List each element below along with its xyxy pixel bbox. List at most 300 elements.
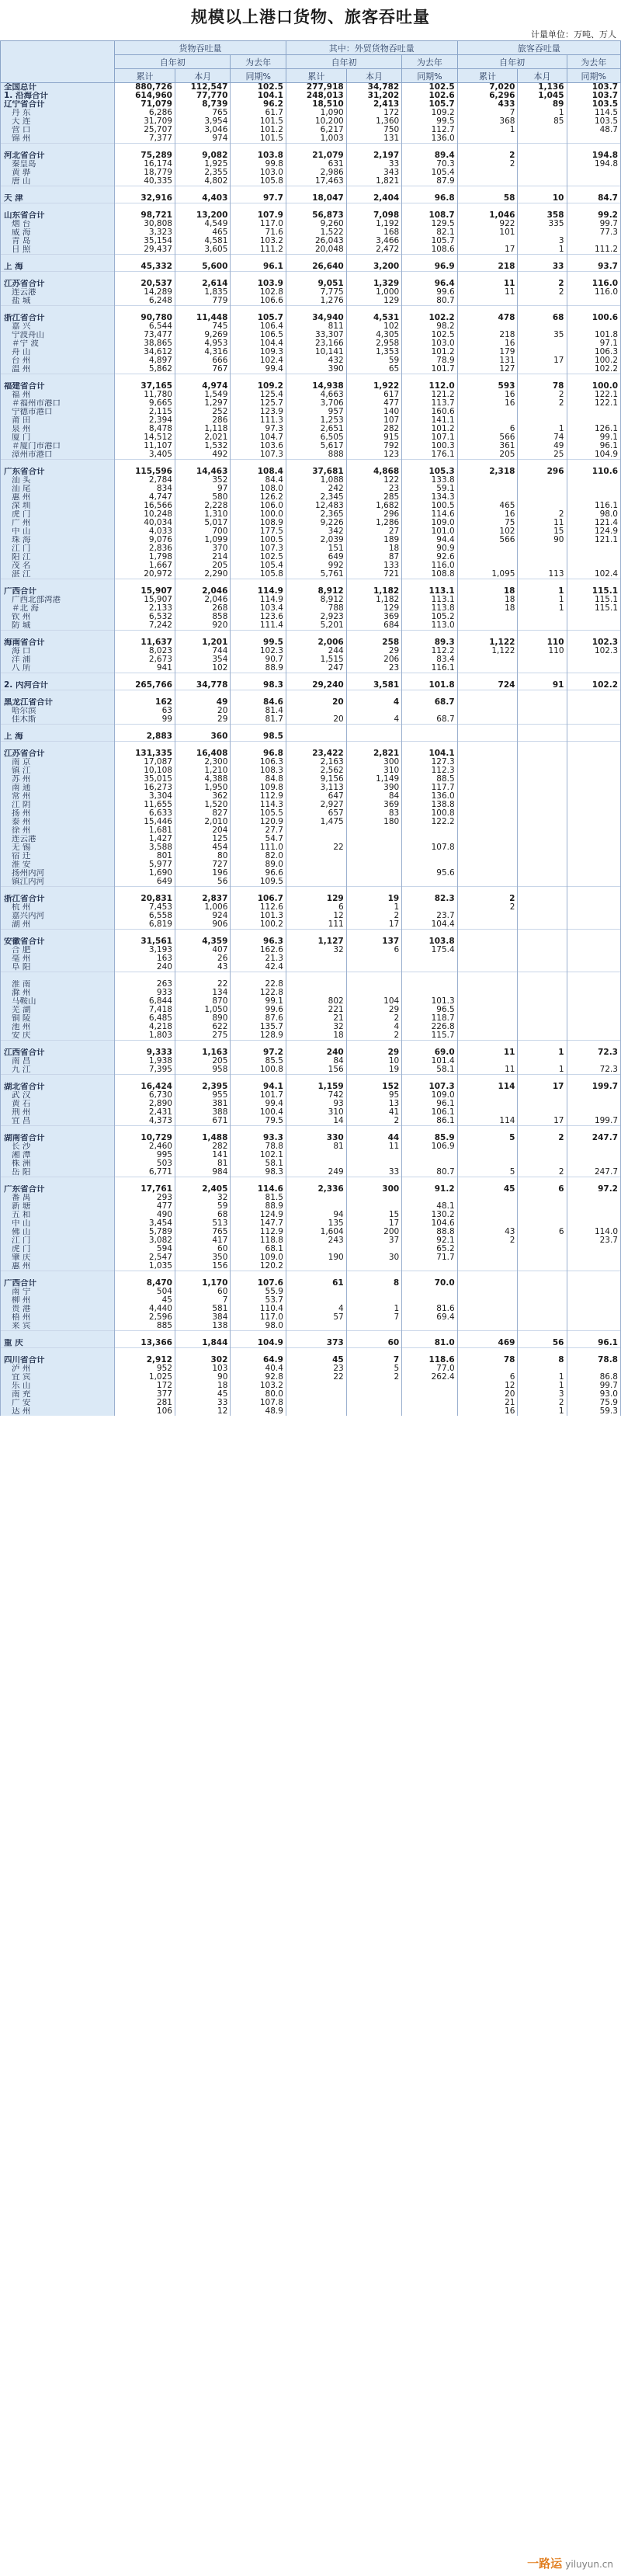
- table-cell: 116.0: [402, 561, 457, 570]
- table-cell: 1,253: [286, 416, 346, 425]
- table-row: [1, 835, 621, 843]
- table-cell: 268: [175, 604, 230, 613]
- row-label: 南 宁: [1, 1288, 115, 1296]
- table-cell: 4: [346, 715, 401, 725]
- table-cell: 43: [175, 963, 230, 972]
- table-cell: 102.3: [231, 647, 286, 655]
- table-cell: [346, 1322, 401, 1331]
- table-cell: 4,373: [115, 1117, 175, 1126]
- table-cell: 189: [346, 536, 401, 544]
- row-label: 镇 江: [1, 767, 115, 775]
- table-cell: [457, 1279, 518, 1288]
- table-cell: 37: [346, 1236, 401, 1245]
- table-cell: 45: [115, 1296, 175, 1305]
- table-cell: 9,333: [115, 1048, 175, 1057]
- table-cell: 1,210: [175, 767, 230, 775]
- table-cell: 16: [457, 391, 518, 399]
- table-cell: 79.5: [231, 1117, 286, 1126]
- table-cell: 113.1: [402, 596, 457, 604]
- table-cell: [567, 1091, 621, 1100]
- table-cell: [518, 860, 567, 869]
- table-cell: 78.8: [567, 1356, 621, 1364]
- table-cell: 1,050: [175, 1006, 230, 1014]
- table-cell: 97.2: [567, 1185, 621, 1194]
- row-label: 常 州: [1, 792, 115, 801]
- table-cell: 82.3: [402, 895, 457, 903]
- table-cell: 247.7: [567, 1134, 621, 1142]
- table-cell: 16: [457, 339, 518, 348]
- table-cell: 8,739: [175, 100, 230, 109]
- table-cell: 1,488: [175, 1134, 230, 1142]
- table-cell: 125: [175, 835, 230, 843]
- table-cell: 199.7: [567, 1117, 621, 1126]
- table-cell: [457, 963, 518, 972]
- table-cell: 19: [346, 1066, 401, 1075]
- table-cell: 1,046: [457, 211, 518, 220]
- table-cell: 2,336: [286, 1185, 346, 1194]
- spacer-row: [1, 725, 621, 733]
- table-cell: 92.1: [402, 1236, 457, 1245]
- spacer-row: [1, 631, 621, 639]
- spacer-row: [1, 887, 621, 895]
- table-cell: 2: [518, 1168, 567, 1177]
- unit-note: 计量单位：万吨、万人: [531, 30, 616, 40]
- row-label: 珠 海: [1, 536, 115, 544]
- table-cell: [518, 664, 567, 673]
- spacer-row: [1, 1348, 621, 1357]
- table-cell: 81.6: [402, 1305, 457, 1313]
- table-cell: [518, 809, 567, 818]
- table-row: [1, 1390, 621, 1399]
- table-cell: [286, 954, 346, 963]
- table-cell: 89.4: [402, 151, 457, 160]
- table-body: [1, 83, 621, 1417]
- table-cell: [402, 852, 457, 860]
- table-cell: 126.1: [567, 425, 621, 433]
- row-label: 嘉兴内河: [1, 912, 115, 920]
- table-cell: 111.2: [231, 245, 286, 255]
- table-cell: 128.9: [231, 1031, 286, 1041]
- table-cell: [457, 920, 518, 930]
- table-row: [1, 331, 621, 339]
- row-label: 烟 台: [1, 220, 115, 228]
- row-label: 江西省合计: [1, 1048, 115, 1057]
- table-cell: 100.2: [567, 356, 621, 365]
- table-row: [1, 767, 621, 775]
- table-cell: [567, 903, 621, 912]
- table-cell: [518, 1211, 567, 1219]
- row-label: 日 照: [1, 245, 115, 255]
- table-cell: 48.9: [231, 1407, 286, 1416]
- table-cell: 11,780: [115, 391, 175, 399]
- row-label: 舟 山: [1, 348, 115, 356]
- table-cell: 81.5: [231, 1194, 286, 1202]
- table-cell: [518, 485, 567, 493]
- table-cell: [518, 835, 567, 843]
- table-cell: 48.1: [402, 1202, 457, 1211]
- table-cell: 281: [115, 1399, 175, 1407]
- table-cell: 105.3: [402, 468, 457, 476]
- table-cell: 4,440: [115, 1305, 175, 1313]
- table-cell: 2,394: [115, 416, 175, 425]
- row-label: 莆 田: [1, 416, 115, 425]
- row-label: 苏 州: [1, 775, 115, 784]
- table-cell: 126.2: [231, 493, 286, 502]
- table-cell: 112.3: [402, 767, 457, 775]
- table-cell: 4,033: [115, 527, 175, 536]
- table-row: [1, 519, 621, 527]
- table-cell: 4,747: [115, 493, 175, 502]
- table-cell: [518, 1305, 567, 1313]
- table-cell: 27.7: [231, 826, 286, 835]
- table-cell: [567, 169, 621, 177]
- table-cell: 666: [175, 356, 230, 365]
- table-cell: 1,798: [115, 553, 175, 561]
- row-label: 八 所: [1, 664, 115, 673]
- table-cell: 20,048: [286, 245, 346, 255]
- table-cell: 247.7: [567, 1168, 621, 1177]
- table-cell: [567, 954, 621, 963]
- row-label: 钦 州: [1, 613, 115, 621]
- table-cell: [286, 1245, 346, 1253]
- table-cell: 4,663: [286, 391, 346, 399]
- table-cell: 101.7: [231, 1091, 286, 1100]
- row-label: 宁德市港口: [1, 408, 115, 416]
- table-cell: 114.6: [402, 510, 457, 519]
- table-cell: [457, 408, 518, 416]
- table-cell: 37,165: [115, 382, 175, 391]
- table-cell: 2: [457, 903, 518, 912]
- table-cell: 129: [286, 895, 346, 903]
- table-cell: 801: [115, 852, 175, 860]
- table-cell: 13,366: [115, 1339, 175, 1348]
- table-cell: 96.1: [567, 442, 621, 450]
- header-month: 本月: [518, 69, 567, 83]
- table-cell: 6: [457, 1373, 518, 1382]
- table-cell: [567, 177, 621, 186]
- table-cell: 30,808: [115, 220, 175, 228]
- table-cell: [518, 134, 567, 144]
- table-row: [1, 1236, 621, 1245]
- table-cell: [518, 852, 567, 860]
- table-cell: 102.2: [567, 681, 621, 690]
- header-month: 本月: [175, 69, 230, 83]
- table-cell: [518, 621, 567, 631]
- table-cell: 1: [518, 245, 567, 255]
- table-cell: 84: [286, 1057, 346, 1066]
- table-cell: [457, 1014, 518, 1023]
- table-cell: [286, 835, 346, 843]
- table-row: [1, 322, 621, 331]
- row-label: 惠 州: [1, 493, 115, 502]
- row-label: 洋 浦: [1, 655, 115, 664]
- table-cell: 108.6: [402, 245, 457, 255]
- table-cell: 89.3: [402, 638, 457, 647]
- table-cell: 58: [457, 194, 518, 203]
- row-label: 广 州: [1, 519, 115, 527]
- table-cell: 74: [518, 433, 567, 442]
- table-cell: 102.3: [567, 647, 621, 655]
- table-cell: [518, 775, 567, 784]
- table-cell: 58.1: [231, 1159, 286, 1168]
- row-label: 五 和: [1, 1211, 115, 1219]
- table-row-total: [1, 587, 621, 596]
- row-label: 湘 潭: [1, 1151, 115, 1159]
- row-label: 广 安: [1, 1399, 115, 1407]
- table-cell: [518, 502, 567, 510]
- table-cell: [518, 493, 567, 502]
- table-cell: [457, 1091, 518, 1100]
- table-cell: 68.7: [402, 698, 457, 707]
- table-cell: 454: [175, 843, 230, 852]
- row-label: 湛 江: [1, 570, 115, 579]
- table-cell: 29: [346, 647, 401, 655]
- table-row-total: [1, 92, 621, 100]
- table-cell: [567, 1014, 621, 1023]
- table-cell: 59: [175, 1202, 230, 1211]
- table-row: [1, 1288, 621, 1296]
- row-label: 山东省合计: [1, 211, 115, 220]
- table-cell: 96.4: [402, 280, 457, 288]
- table-cell: 1,170: [175, 1279, 230, 1288]
- table-cell: 2,986: [286, 169, 346, 177]
- table-row: [1, 1006, 621, 1014]
- table-cell: [286, 1322, 346, 1331]
- table-cell: 5,617: [286, 442, 346, 450]
- table-cell: [518, 1262, 567, 1271]
- row-label: 浙江省合计: [1, 895, 115, 903]
- table-cell: [518, 1159, 567, 1168]
- table-row: [1, 1219, 621, 1228]
- table-cell: 99.8: [231, 160, 286, 169]
- table-cell: 85.9: [402, 1134, 457, 1142]
- table-cell: [457, 835, 518, 843]
- table-cell: 108.7: [402, 211, 457, 220]
- table-cell: 779: [175, 297, 230, 306]
- table-cell: [567, 297, 621, 306]
- table-cell: 102.5: [231, 83, 286, 92]
- table-cell: 350: [175, 1253, 230, 1262]
- table-cell: 240: [115, 963, 175, 972]
- table-cell: 102.4: [231, 356, 286, 365]
- table-cell: 78.9: [402, 356, 457, 365]
- table-cell: 107.8: [231, 1399, 286, 1407]
- table-cell: 265,766: [115, 681, 175, 690]
- table-cell: [567, 544, 621, 553]
- table-cell: 3: [518, 237, 567, 245]
- table-cell: 45,332: [115, 262, 175, 272]
- table-cell: [567, 1023, 621, 1031]
- row-label: 海南省合计: [1, 638, 115, 647]
- row-label: 锦 州: [1, 134, 115, 144]
- table-cell: 5,977: [115, 860, 175, 869]
- row-label: 福 州: [1, 391, 115, 399]
- table-cell: 1,310: [175, 510, 230, 519]
- table-cell: 99.7: [567, 1382, 621, 1390]
- row-label: 岳 阳: [1, 1168, 115, 1177]
- table-cell: 88.9: [231, 1202, 286, 1211]
- table-cell: 68.7: [402, 715, 457, 725]
- table-cell: 2: [518, 399, 567, 408]
- table-cell: [518, 946, 567, 954]
- table-cell: 1,035: [115, 1262, 175, 1271]
- table-cell: 14,463: [175, 468, 230, 476]
- row-label: 嘉 兴: [1, 322, 115, 331]
- row-label: 湖北省合计: [1, 1083, 115, 1091]
- table-cell: 721: [346, 570, 401, 579]
- table-cell: 765: [175, 1228, 230, 1236]
- table-cell: 617: [346, 391, 401, 399]
- table-row: [1, 1373, 621, 1382]
- table-cell: 2: [457, 151, 518, 160]
- table-cell: [518, 655, 567, 664]
- table-cell: [567, 1313, 621, 1322]
- table-cell: 302: [175, 1356, 230, 1364]
- table-cell: 124.9: [567, 527, 621, 536]
- table-cell: 1,090: [286, 109, 346, 117]
- table-cell: [518, 416, 567, 425]
- row-label: 宜 昌: [1, 1117, 115, 1126]
- header-yoy: 为去年: [231, 55, 286, 69]
- table-row: [1, 237, 621, 245]
- table-cell: 84.6: [231, 698, 286, 707]
- table-cell: 34,778: [175, 681, 230, 690]
- table-cell: [457, 1151, 518, 1159]
- table-row-total: [1, 937, 621, 946]
- table-cell: [567, 1202, 621, 1211]
- spacer-row: [1, 972, 621, 981]
- table-cell: [518, 784, 567, 792]
- table-cell: 94: [286, 1211, 346, 1219]
- table-row: [1, 1211, 621, 1219]
- table-cell: [567, 895, 621, 903]
- table-cell: [457, 1194, 518, 1202]
- table-cell: 99.5: [402, 117, 457, 126]
- table-cell: 116.1: [567, 502, 621, 510]
- table-cell: 101.5: [231, 117, 286, 126]
- table-cell: 117.7: [402, 784, 457, 792]
- table-cell: [346, 989, 401, 997]
- row-label: 1. 沿海合计: [1, 92, 115, 100]
- table-cell: 103.8: [231, 151, 286, 160]
- table-row-total: [1, 895, 621, 903]
- table-cell: 80.0: [231, 1390, 286, 1399]
- table-cell: 112.6: [231, 903, 286, 912]
- table-cell: 247: [286, 664, 346, 673]
- table-cell: 974: [175, 134, 230, 144]
- row-label: 南 京: [1, 758, 115, 767]
- table-row: [1, 399, 621, 408]
- table-cell: [402, 826, 457, 835]
- table-cell: 98.0: [567, 510, 621, 519]
- table-cell: 12: [457, 1382, 518, 1390]
- table-cell: [457, 476, 518, 485]
- table-cell: [518, 1322, 567, 1331]
- table-cell: 31,709: [115, 117, 175, 126]
- table-cell: 335: [518, 220, 567, 228]
- table-cell: 88.5: [402, 775, 457, 784]
- table-cell: 93.0: [567, 1390, 621, 1399]
- table-cell: [518, 408, 567, 416]
- table-cell: 649: [115, 878, 175, 887]
- table-cell: 151: [286, 544, 346, 553]
- table-cell: 1,515: [286, 655, 346, 664]
- table-cell: 4,897: [115, 356, 175, 365]
- table-row-total: [1, 698, 621, 707]
- table-cell: 20: [175, 707, 230, 715]
- row-label: 肇 庆: [1, 1253, 115, 1262]
- row-label: 九 江: [1, 1066, 115, 1075]
- table-cell: [518, 980, 567, 989]
- table-cell: [402, 989, 457, 997]
- table-cell: 40.4: [231, 1364, 286, 1373]
- table-cell: 684: [346, 621, 401, 631]
- table-cell: 114: [457, 1117, 518, 1126]
- table-cell: 1,681: [115, 826, 175, 835]
- table-cell: 34,940: [286, 314, 346, 322]
- table-cell: 54.7: [231, 835, 286, 843]
- table-cell: [518, 126, 567, 134]
- table-cell: 29,240: [286, 681, 346, 690]
- table-cell: 162: [115, 698, 175, 707]
- row-label: 滁 州: [1, 989, 115, 997]
- table-cell: 160.6: [402, 408, 457, 416]
- table-cell: 116.1: [402, 664, 457, 673]
- table-cell: 70.0: [402, 1279, 457, 1288]
- table-cell: 727: [175, 860, 230, 869]
- table-cell: 68.1: [231, 1245, 286, 1253]
- table-cell: 87.9: [402, 177, 457, 186]
- row-label: 广西北部湾港: [1, 596, 115, 604]
- table-cell: [567, 997, 621, 1006]
- table-cell: 2,958: [346, 339, 401, 348]
- table-cell: 477: [115, 1202, 175, 1211]
- table-cell: 2,472: [346, 245, 401, 255]
- table-row: [1, 997, 621, 1006]
- table-row: [1, 356, 621, 365]
- table-cell: [457, 1219, 518, 1228]
- table-row: [1, 912, 621, 920]
- table-cell: 7,098: [346, 211, 401, 220]
- table-cell: 18: [457, 587, 518, 596]
- table-cell: [457, 784, 518, 792]
- table-cell: 124.9: [231, 1211, 286, 1219]
- table-cell: [346, 1288, 401, 1296]
- table-cell: 83.4: [402, 655, 457, 664]
- table-cell: 2,115: [115, 408, 175, 416]
- table-cell: 22: [286, 1373, 346, 1382]
- header-cumulative: 累计: [457, 69, 518, 83]
- table-cell: 5,789: [115, 1228, 175, 1236]
- table-cell: 1,000: [346, 288, 401, 297]
- table-cell: 811: [286, 322, 346, 331]
- table-cell: [286, 989, 346, 997]
- table-cell: 984: [175, 1168, 230, 1177]
- table-cell: 9,082: [175, 151, 230, 160]
- table-cell: 1,297: [175, 399, 230, 408]
- table-cell: 112,547: [175, 83, 230, 92]
- table-cell: 369: [346, 613, 401, 621]
- table-cell: 100.0: [231, 510, 286, 519]
- table-cell: 293: [115, 1194, 175, 1202]
- table-cell: 100.6: [567, 314, 621, 322]
- table-cell: [346, 1390, 401, 1399]
- table-row: [1, 604, 621, 613]
- table-cell: [457, 767, 518, 775]
- table-cell: 32: [286, 946, 346, 954]
- table-cell: [286, 1288, 346, 1296]
- table-cell: 109.2: [231, 382, 286, 391]
